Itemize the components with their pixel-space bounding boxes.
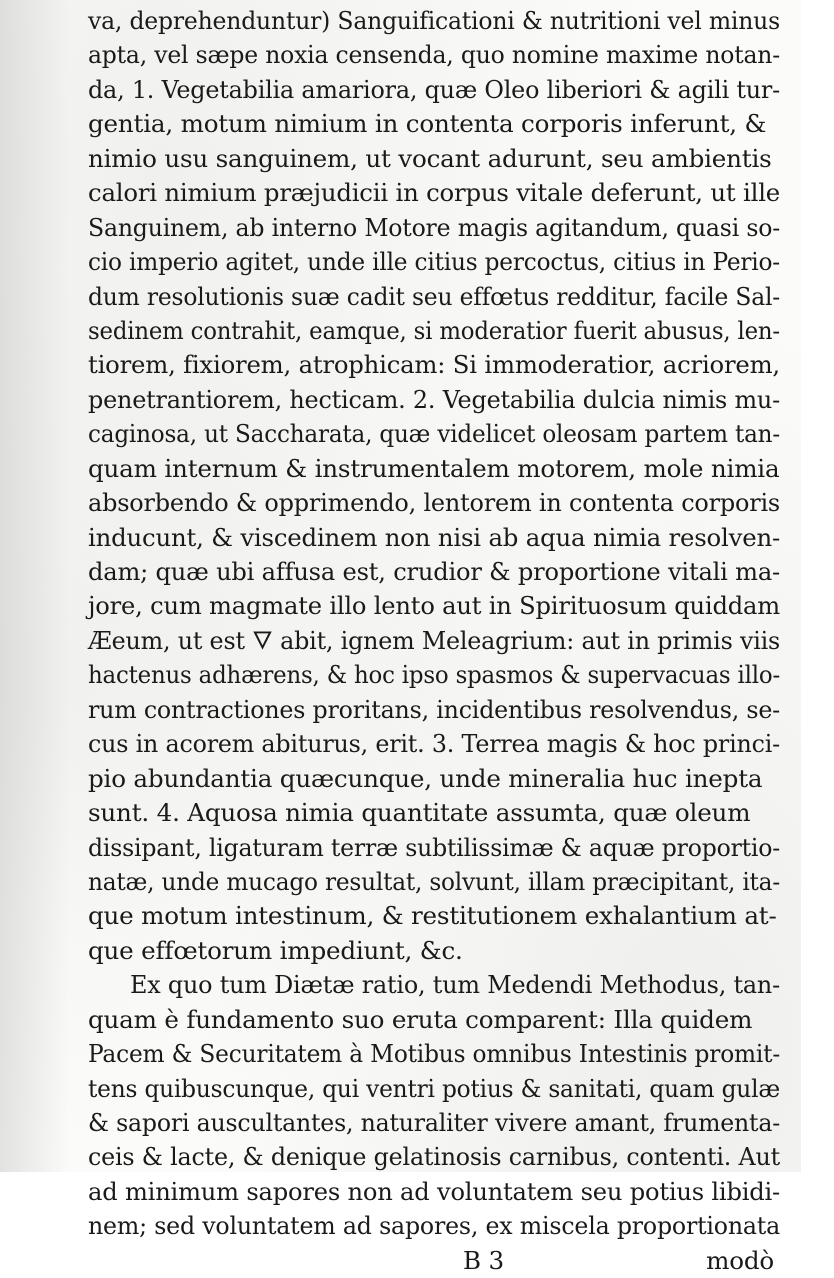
text-line: pio abundantia quæcunque, unde mineralia huc inepta bbox=[88, 763, 763, 793]
text-line: va, deprehenduntur) Sanguificationi & nutritioni vel minus bbox=[88, 6, 780, 35]
text-line: dam; quæ ubi affusa est, crudior & proportione vitali ma- bbox=[88, 557, 780, 586]
text-line: que motum intestinum, & restitutionem exhalantium at- bbox=[88, 901, 777, 931]
text-block bbox=[88, 0, 786, 1278]
text-line: ceis & lacte, & denique gelatinosis carnibus, contenti. Aut bbox=[88, 1142, 780, 1172]
text-line: calori nimium præjudicii in corpus vitale deferunt, ut ille bbox=[88, 178, 781, 208]
text-line: rum contractiones proritans, incidentibus resolvendus, se- bbox=[88, 694, 780, 724]
text-line: cio imperio agitet, unde ille citius percoctus, citius in Perio- bbox=[88, 247, 780, 277]
text-line: dissipant, ligaturam terræ subtilissimæ & aquæ proportio- bbox=[88, 832, 781, 862]
page-edge-shadow bbox=[0, 0, 70, 1172]
page-footer-line bbox=[88, 1244, 786, 1278]
text-line: caginosa, ut Saccharata, quæ videlicet oleosam partem tan- bbox=[88, 419, 780, 449]
signature-mark: B 3 bbox=[463, 1245, 504, 1275]
text-line: nimio usu sanguinem, ut vocant adurunt, seu ambientis bbox=[88, 143, 772, 173]
text-line: tiorem, fixiorem, atrophicam: Si immoderatior, acriorem, bbox=[88, 350, 780, 380]
text-line: quam internum & instrumentalem motorem, mole nimia bbox=[88, 453, 780, 483]
text-line: penetrantiorem, hecticam. 2. Vegetabilia dulcia nimis mu- bbox=[88, 384, 780, 414]
text-line: natæ, unde mucago resultat, solvunt, illam præcipitant, ita- bbox=[88, 866, 780, 896]
text-line: quam è fundamento suo eruta comparent: Illa quidem bbox=[88, 1004, 753, 1034]
text-line: dum resolutionis suæ cadit seu effœtus redditur, facile Sal- bbox=[88, 281, 780, 311]
text-line: sedinem contrahit, eamque, si moderatior fuerit abusus, len- bbox=[88, 315, 780, 345]
text-line: sunt. 4. Aquosa nimia quantitate assumta, quæ oleum bbox=[88, 798, 751, 828]
text-line: que effœtorum impediunt, &c. bbox=[88, 935, 463, 965]
text-line: jore, cum magmate illo lento aut in Spirituosum quiddam bbox=[88, 591, 780, 621]
text-line: cus in acorem abiturus, erit. 3. Terrea magis & hoc princi- bbox=[88, 729, 780, 759]
text-line: Pacem & Securitatem à Motibus omnibus Intestinis promit- bbox=[88, 1039, 781, 1069]
text-line: ad minimum sapores non ad voluntatem seu potius libidi- bbox=[88, 1176, 781, 1206]
text-line: inducunt, & viscedinem non nisi ab aqua nimia resolven- bbox=[88, 522, 781, 552]
text-line: Æeum, ut est 🜄 abit, ignem Meleagrium: aut in primis viis bbox=[88, 625, 781, 655]
text-line: tens quibuscunque, qui ventri potius & sanitati, quam gulæ bbox=[88, 1073, 780, 1103]
text-line: apta, vel sæpe noxia censenda, quo nomine maxime notan- bbox=[88, 40, 780, 70]
catchword: modò bbox=[706, 1245, 774, 1275]
paragraph-start-line: Ex quo tum Diætæ ratio, tum Medendi Methodus, tan- bbox=[130, 970, 780, 1000]
text-line: & sapori auscultantes, naturaliter vivere amant, frumenta- bbox=[88, 1108, 781, 1137]
text-line: nem; sed voluntatem ad sapores, ex miscela proportionata bbox=[88, 1211, 781, 1241]
text-line: hactenus adhærens, & hoc ipso spasmos & supervacuas illo- bbox=[88, 660, 781, 690]
text-line: gentia, motum nimium in contenta corporis inferunt, & bbox=[88, 109, 767, 139]
text-line: absorbendo & opprimendo, lentorem in contenta corporis bbox=[88, 488, 781, 518]
text-line: da, 1. Vegetabilia amariora, quæ Oleo liberiori & agili tur- bbox=[88, 74, 780, 104]
text-line: Sanguinem, ab interno Motore magis agitandum, quasi so- bbox=[88, 212, 781, 242]
